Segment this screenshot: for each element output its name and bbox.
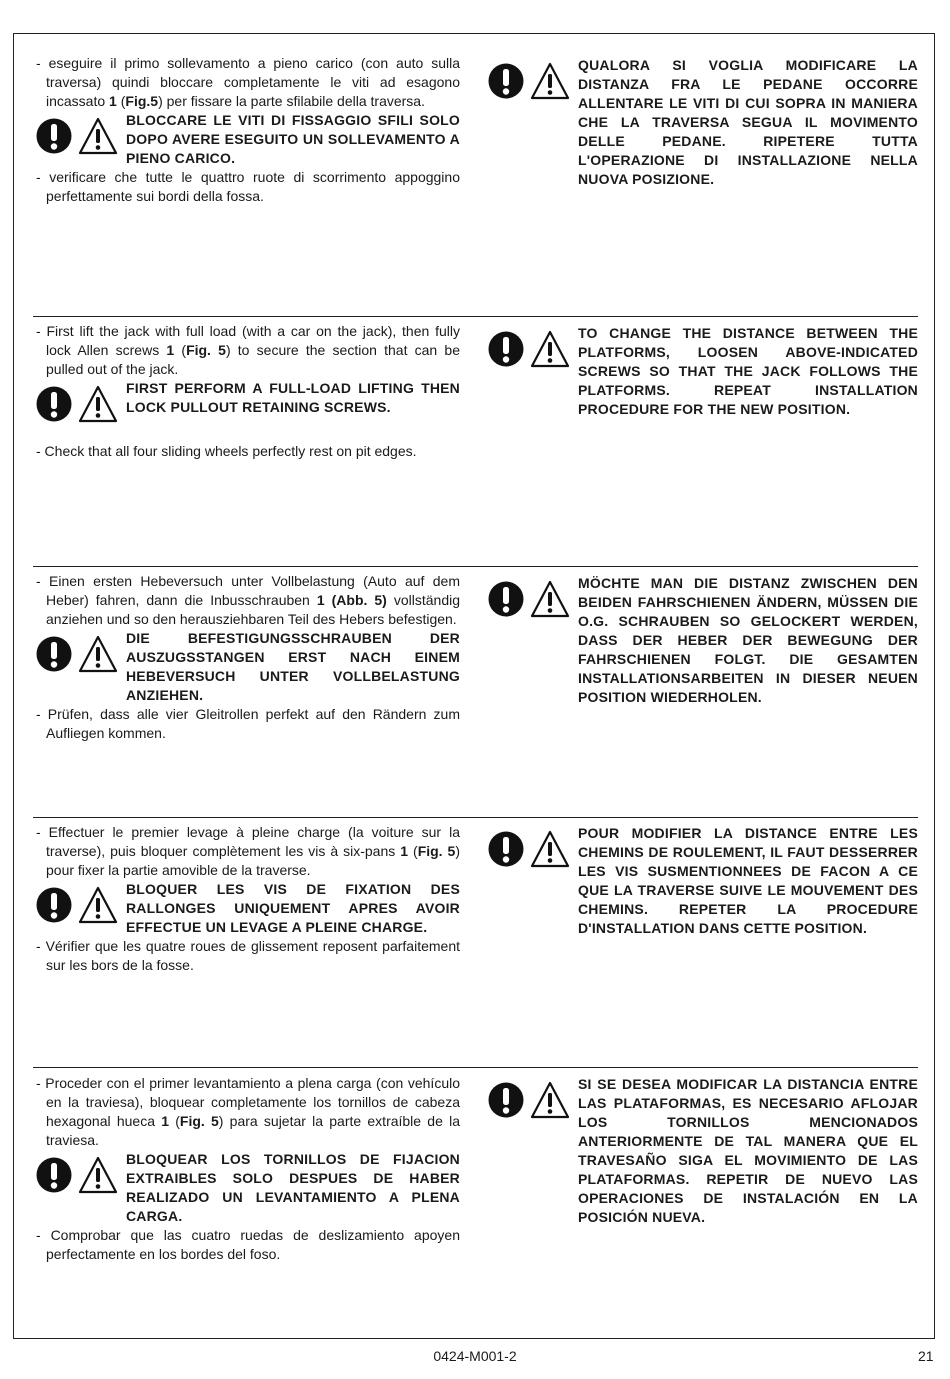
warning-triangle-icon bbox=[530, 830, 570, 868]
warning-icons bbox=[488, 1081, 570, 1119]
left-column bbox=[36, 823, 460, 975]
section-divider bbox=[33, 817, 918, 818]
warning-text: MÖCHTE MAN DIE DISTANZ ZWISCHEN DEN BEIDEN FAHRSCHIENEN ÄNDERN, MÜSSEN DIE O.G. SCHRAUBEN SO GELOCKERT WERDEN, DASS DER HEBER DER BEWEGUNG DER FAHRSCHIENEN FOLGT. DIE GESAMTEN INSTALLATIONSARBEITEN IN DIESER NEUEN POSITION WIEDERHOLEN. bbox=[578, 575, 918, 705]
warning-text: FIRST PERFORM A FULL-LOAD LIFTING THEN LOCK PULLOUT RETAINING SCREWS. bbox=[126, 380, 460, 415]
warning-block bbox=[488, 824, 918, 938]
instruction-step: - Vérifier que les quatre roues de glissement reposent parfaitement sur les bors de la fosse. bbox=[36, 938, 460, 973]
part-number: 1 bbox=[109, 93, 117, 109]
warning-icons bbox=[488, 62, 570, 100]
warning-triangle-icon bbox=[78, 1156, 118, 1194]
warning-triangle-icon bbox=[530, 330, 570, 368]
warning-triangle-icon bbox=[530, 580, 570, 618]
warning-triangle-icon bbox=[78, 117, 118, 155]
right-column bbox=[488, 824, 918, 938]
mandatory-action-icon bbox=[36, 386, 72, 422]
warning-icons bbox=[36, 385, 118, 423]
warning-triangle-icon bbox=[530, 62, 570, 100]
figure-ref: Fig. 5 bbox=[186, 342, 226, 358]
mandatory-action-icon bbox=[488, 1082, 524, 1118]
instruction-step: - Prüfen, dass alle vier Gleitrollen perfekt auf den Rändern zum Aufliegen kommen. bbox=[36, 706, 460, 741]
figure-ref: Fig. 5 bbox=[179, 1113, 219, 1129]
mandatory-action-icon bbox=[488, 331, 524, 367]
warning-triangle-icon bbox=[78, 385, 118, 423]
warning-block bbox=[488, 1075, 918, 1227]
right-column bbox=[488, 574, 918, 707]
warning-text: POUR MODIFIER LA DISTANCE ENTRE LES CHEMINS DE ROULEMENT, IL FAUT DESSERRER LES VIS SUSMENTIONNEES DE FACON A CE QUE LA TRAVERSE SUIVE LE MOUVEMENT DES CHEMINS. REPETER LA PROCEDURE D'INSTALLATION DANS CETTE POSITION. bbox=[578, 825, 918, 936]
warning-text: DIE BEFESTIGUNGSSCHRAUBEN DER AUSZUGSSTANGEN ERST NACH EINEM HEBEVERSUCH UNTER VOLLBELASTUNG ANZIEHEN. bbox=[126, 630, 460, 703]
warning-block bbox=[488, 574, 918, 707]
warning-triangle-icon bbox=[78, 886, 118, 924]
warning-triangle-icon bbox=[78, 635, 118, 673]
left-column bbox=[36, 1074, 460, 1264]
warning-block bbox=[36, 629, 460, 705]
warning-icons bbox=[488, 830, 570, 868]
warning-icons bbox=[36, 635, 118, 673]
right-column bbox=[488, 324, 918, 419]
instruction-step: - Proceder con el primer levantamiento a plena carga (con vehículo en la traviesa), bloquear completamente los tornillos de cabeza hexagonal hueca 1 (Fig. 5) para sujetar la parte extraíble de la traviesa. bbox=[36, 1075, 460, 1148]
part-number: 1 bbox=[400, 843, 409, 859]
page-number: 21 bbox=[918, 1348, 934, 1364]
warning-block bbox=[488, 56, 918, 189]
warning-block bbox=[36, 111, 460, 168]
mandatory-action-icon bbox=[36, 636, 72, 672]
instruction-step: - eseguire il primo sollevamento a pieno carico (con auto sulla traversa) quindi bloccare completamente le viti ad esagono incassato 1 (Fig.5) per fissare la parte sfilabile della traversa. bbox=[36, 55, 460, 109]
warning-icons bbox=[36, 1156, 118, 1194]
warning-block bbox=[36, 1150, 460, 1226]
part-number: 1 bbox=[161, 1113, 169, 1129]
warning-icons bbox=[488, 580, 570, 618]
warning-icons bbox=[36, 886, 118, 924]
warning-icons bbox=[488, 330, 570, 368]
warning-text: BLOQUEAR LOS TORNILLOS DE FIJACION EXTRAIBLES SOLO DESPUES DE HABER REALIZADO UN LEVANTAMIENTO A PLENA CARGA. bbox=[126, 1151, 460, 1224]
warning-text: SI SE DESEA MODIFICAR LA DISTANCIA ENTRE LAS PLATAFORMAS, ES NECESARIO AFLOJAR LOS TORNILLOS MENCIONADOS ANTERIORMENTE DE TAL MANERA QUE EL TRAVESAÑO SIGA EL MOVIMIENTO DE LAS PLATAFORMAS. REPETIR DE NUEVO LAS OPERACIONES DE INSTALACIÓN EN LA POSICIÓN NUEVA. bbox=[578, 1076, 918, 1225]
instruction-step: - Einen ersten Hebeversuch unter Vollbelastung (Auto auf dem Heber) fahren, dann die Inbusschrauben 1 (Abb. 5) vollständig anziehen und so den herausziehbaren Teil des Hebers befestigen. bbox=[36, 573, 461, 627]
warning-text: BLOCCARE LE VITI DI FISSAGGIO SFILI SOLO DOPO AVERE ESEGUITO UN SOLLEVAMENTO A PIENO CARICO. bbox=[126, 112, 460, 166]
mandatory-action-icon bbox=[488, 831, 524, 867]
figure-ref: Fig.5 bbox=[125, 93, 159, 109]
instruction-step: - Comprobar que las cuatro ruedas de deslizamiento apoyen perfectamente en los bordes del foso. bbox=[36, 1227, 460, 1262]
left-column bbox=[36, 54, 460, 206]
instruction-step: - First lift the jack with full load (with a car on the jack), then fully lock Allen screws 1 (Fig. 5) to secure the section that can be pulled out of the jack. bbox=[36, 323, 460, 377]
instruction-step: - verificare che tutte le quattro ruote di scorrimento appoggino perfettamente sui bordi della fossa. bbox=[36, 169, 460, 204]
left-column bbox=[36, 322, 460, 461]
part-number: 1 bbox=[166, 342, 175, 358]
mandatory-action-icon bbox=[36, 1157, 72, 1193]
left-column bbox=[36, 572, 460, 743]
warning-text: TO CHANGE THE DISTANCE BETWEEN THE PLATFORMS, LOOSEN ABOVE-INDICATED SCREWS SO THAT THE JACK FOLLOWS THE PLATFORMS. REPEAT INSTALLATION PROCEDURE FOR THE NEW POSITION. bbox=[578, 325, 918, 417]
section-divider bbox=[33, 316, 918, 317]
right-column bbox=[488, 1075, 918, 1227]
part-number: 1 (Abb. 5) bbox=[316, 592, 387, 608]
mandatory-action-icon bbox=[36, 118, 72, 154]
instruction-step: - Check that all four sliding wheels perfectly rest on pit edges. bbox=[36, 443, 417, 459]
section-divider bbox=[33, 566, 918, 567]
document-code: 0424-M001-2 bbox=[433, 1348, 517, 1364]
warning-block bbox=[36, 880, 460, 937]
warning-block bbox=[488, 324, 918, 419]
warning-text: BLOQUER LES VIS DE FIXATION DES RALLONGES UNIQUEMENT APRES AVOIR EFFECTUE UN LEVAGE A PLEINE CHARGE. bbox=[126, 881, 460, 935]
section-divider bbox=[33, 1067, 918, 1068]
mandatory-action-icon bbox=[488, 581, 524, 617]
instruction-step: - Effectuer le premier levage à pleine charge (la voiture sur la traverse), puis bloquer complètement les vis à six-pans 1 (Fig. 5) pour fixer la partie amovible de la traverse. bbox=[36, 824, 461, 878]
warning-text: QUALORA SI VOGLIA MODIFICARE LA DISTANZA FRA LE PEDANE OCCORRE ALLENTARE LE VITI DI CUI SOPRA IN MANIERA CHE LA TRAVERSA SEGUA IL MOVIMENTO DELLE PEDANE. RIPETERE TUTTA L'OPERAZIONE DI INSTALLAZIONE NELLA NUOVA POSIZIONE. bbox=[578, 57, 918, 187]
warning-block bbox=[36, 379, 460, 423]
right-column bbox=[488, 56, 918, 189]
mandatory-action-icon bbox=[36, 887, 72, 923]
warning-triangle-icon bbox=[530, 1081, 570, 1119]
mandatory-action-icon bbox=[488, 63, 524, 99]
figure-ref: Fig. 5 bbox=[417, 843, 456, 859]
warning-icons bbox=[36, 117, 118, 155]
